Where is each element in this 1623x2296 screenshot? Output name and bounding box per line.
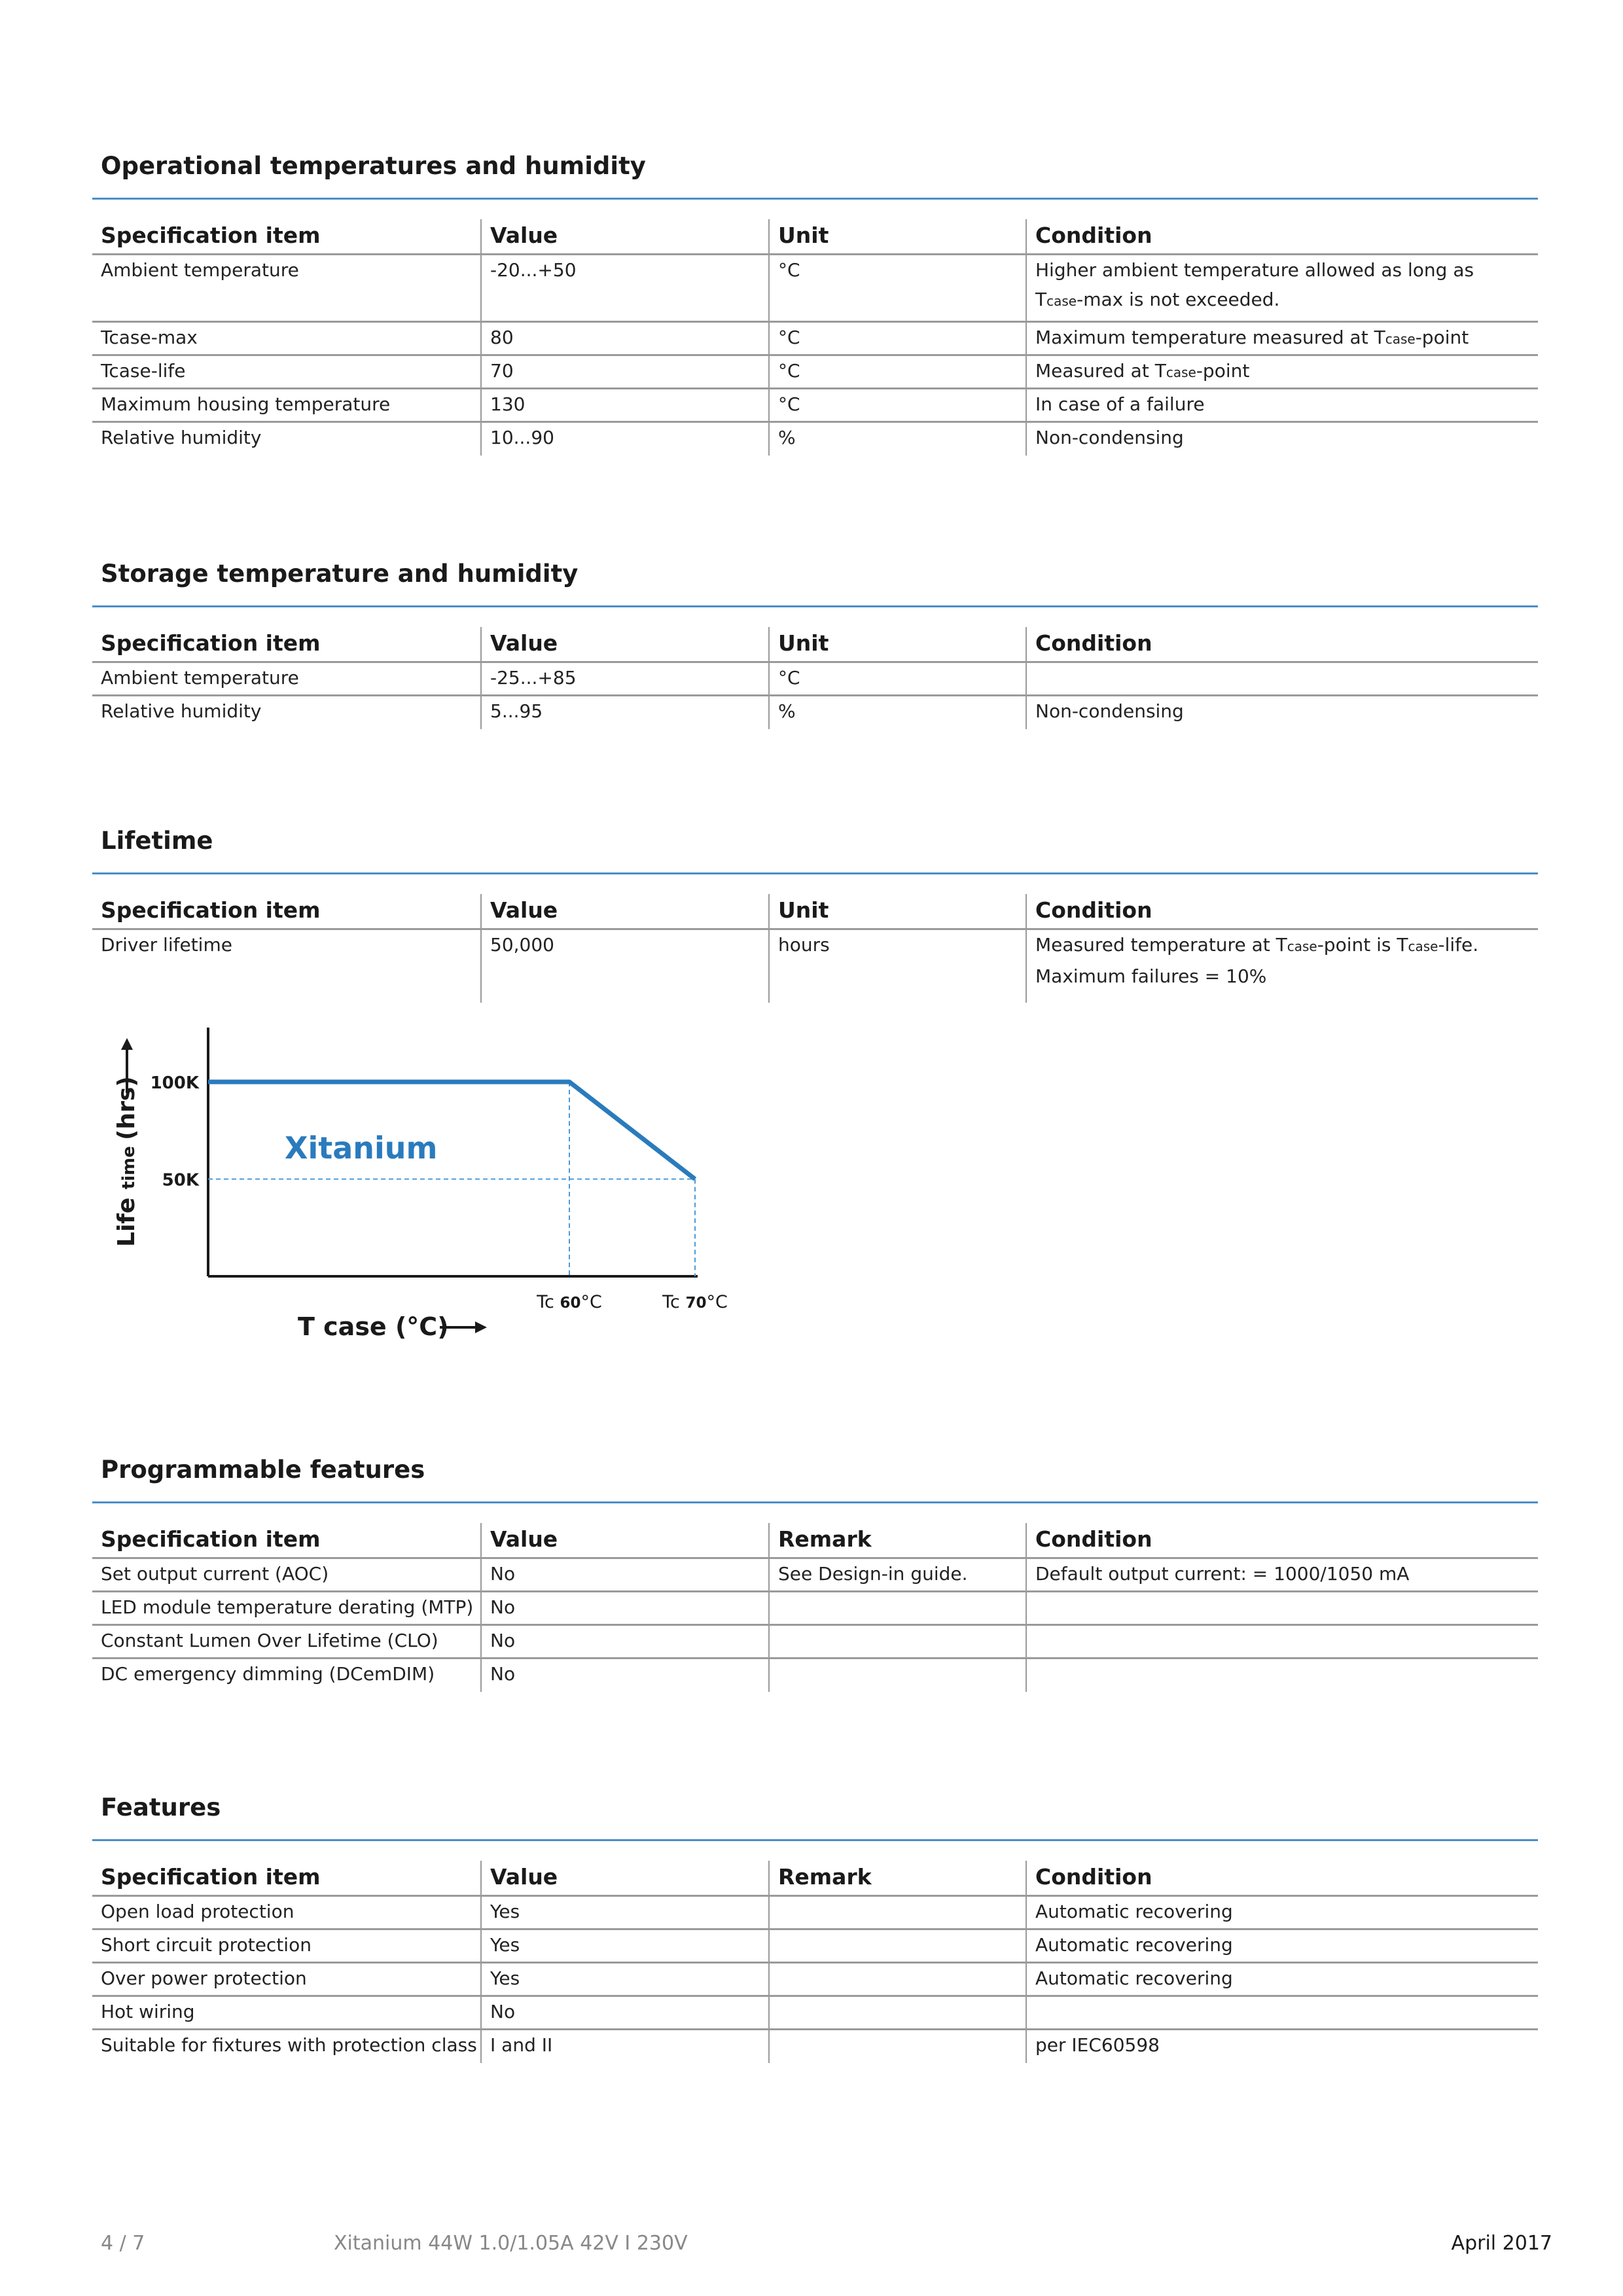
table-row <box>92 422 1538 456</box>
table-row <box>92 2030 1538 2063</box>
section-rule <box>92 198 1538 200</box>
header-value: Value <box>481 894 769 929</box>
header-remark: Remark <box>769 1523 1026 1558</box>
header-condition: Condition <box>1026 1861 1538 1896</box>
header-unit: Unit <box>769 894 1026 929</box>
cell-condition: Non-condensing <box>1026 422 1538 456</box>
header-value: Value <box>481 627 769 662</box>
section-lifetime <box>92 827 1538 1023</box>
cell-value: No <box>481 1659 769 1692</box>
cell-value: I and II <box>481 2030 769 2063</box>
cell-item: Relative humidity <box>101 700 262 722</box>
series-line-xitanium <box>208 1082 695 1179</box>
cell-unit: % <box>769 422 1026 456</box>
header-spec-item: Specification item <box>92 894 481 929</box>
cell-remark <box>769 1659 1026 1692</box>
spec-table-lifetime <box>92 894 1538 1003</box>
header-unit: Unit <box>769 627 1026 662</box>
cell-item: Open load protection <box>92 1896 481 1929</box>
cell-condition <box>1026 1996 1538 2030</box>
cell-item: Ambient temperature <box>92 662 481 696</box>
cell-unit: °C <box>769 355 1026 389</box>
cell-value: No <box>481 1558 769 1592</box>
cell-value: 5...95 <box>481 696 769 729</box>
footer-product-name: Xitanium 44W 1.0/1.05A 42V I 230V <box>334 2232 688 2255</box>
cell-item: Short circuit protection <box>92 1929 481 1963</box>
cell-value: 130 <box>481 389 769 422</box>
section-storage <box>92 560 1538 743</box>
section-title: Programmable features <box>101 1456 425 1484</box>
table-row <box>92 1896 1538 1929</box>
cell-condition <box>1026 355 1538 389</box>
cell-remark <box>769 1929 1026 1963</box>
cell-item: Maximum housing temperature <box>92 389 481 422</box>
condition-subscript: case <box>1287 939 1317 954</box>
cell-condition <box>1026 322 1538 355</box>
cell-condition: Non-condensing <box>1026 696 1538 729</box>
cell-condition: Automatic recovering <box>1026 1929 1538 1963</box>
section-operational <box>92 152 1538 479</box>
cell-value: No <box>481 1625 769 1659</box>
table-row <box>92 255 1538 322</box>
cell-condition: In case of a failure <box>1026 389 1538 422</box>
cell-unit: °C <box>769 662 1026 696</box>
cell-value: No <box>481 1996 769 2030</box>
header-remark: Remark <box>769 1861 1026 1896</box>
x-axis-label: T case (°C) <box>298 1312 449 1341</box>
cell-item: Ambient temperature <box>92 255 481 322</box>
section-title: Storage temperature and humidity <box>101 560 579 588</box>
cell-condition <box>1026 255 1538 322</box>
spec-table-operational <box>92 219 1538 456</box>
condition-post: -max is not exceeded. <box>1077 289 1280 310</box>
condition-pre: Maximum temperature measured at T <box>1035 327 1385 348</box>
header-condition: Condition <box>1026 894 1538 929</box>
cell-condition <box>1026 1592 1538 1625</box>
cell-item: Suitable for fixtures with protection class <box>101 2034 477 2056</box>
section-rule <box>92 1501 1538 1503</box>
cell-value: -25...+85 <box>481 662 769 696</box>
condition-line: Maximum failures = 10% <box>1035 965 1267 987</box>
cell-unit: °C <box>769 255 1026 322</box>
cell-condition <box>1026 929 1538 1003</box>
cell-item: Hot wiring <box>92 1996 481 2030</box>
section-rule <box>92 872 1538 874</box>
cell-remark <box>769 1592 1026 1625</box>
table-row <box>92 322 1538 355</box>
table-row <box>92 696 1538 729</box>
spec-table-storage <box>92 627 1538 729</box>
header-unit: Unit <box>769 219 1026 255</box>
cell-item: Relative humidity <box>101 427 262 448</box>
condition-part: Measured temperature at T <box>1035 934 1287 956</box>
condition-line: Higher ambient temperature allowed as long as <box>1035 259 1474 281</box>
header-spec-item: Specification item <box>92 1861 481 1896</box>
condition-part: -life. <box>1438 934 1479 956</box>
table-row <box>92 1625 1538 1659</box>
condition-pre: Measured at T <box>1035 360 1166 382</box>
table-row <box>92 1963 1538 1996</box>
condition-post: -point <box>1196 360 1250 382</box>
section-rule <box>92 1839 1538 1841</box>
condition-part: -point is T <box>1317 934 1408 956</box>
x-axis-arrow-head <box>475 1321 487 1333</box>
section-programmable <box>92 1456 1538 1717</box>
condition-subscript: case <box>1046 293 1077 309</box>
footer-page-number: 4 / 7 <box>101 2232 145 2255</box>
cell-unit: °C <box>769 322 1026 355</box>
header-spec-item: Specification item <box>92 627 481 662</box>
cell-unit: % <box>769 696 1026 729</box>
table-row <box>92 662 1538 696</box>
y-tick-label: 50K <box>162 1170 199 1191</box>
cell-value: Yes <box>481 1896 769 1929</box>
cell-item: Driver lifetime <box>101 934 232 956</box>
table-row <box>92 1996 1538 2030</box>
header-value: Value <box>481 1861 769 1896</box>
header-condition: Condition <box>1026 1523 1538 1558</box>
table-row <box>92 355 1538 389</box>
condition-subscript: case <box>1166 365 1196 380</box>
table-row <box>92 929 1538 1003</box>
cell-condition <box>1026 1625 1538 1659</box>
x-tick-label: Tc 70°C <box>662 1292 728 1312</box>
cell-condition: Automatic recovering <box>1026 1963 1538 1996</box>
x-tick-label: Tc 60°C <box>537 1292 602 1312</box>
cell-remark: See Design-in guide. <box>769 1558 1026 1592</box>
header-value: Value <box>481 1523 769 1558</box>
condition-post: -point <box>1415 327 1469 348</box>
cell-value: Yes <box>481 1963 769 1996</box>
cell-value: 50,000 <box>481 929 769 1003</box>
header-spec-item: Specification item <box>92 219 481 255</box>
section-rule <box>92 605 1538 607</box>
cell-item: DC emergency dimming (DCemDIM) <box>101 1663 435 1685</box>
cell-remark <box>769 1896 1026 1929</box>
cell-condition <box>1026 1659 1538 1692</box>
header-condition: Condition <box>1026 627 1538 662</box>
cell-condition: per IEC60598 <box>1026 2030 1538 2063</box>
cell-remark <box>769 1963 1026 1996</box>
section-title: Features <box>101 1793 221 1821</box>
lifetime-chart <box>105 1028 733 1368</box>
series-label: Xitanium <box>285 1130 438 1166</box>
cell-remark <box>769 1625 1026 1659</box>
table-row <box>92 1929 1538 1963</box>
condition-subscript: case <box>1385 331 1416 347</box>
footer-date: April 2017 <box>1451 2232 1552 2255</box>
y-axis-arrow-head <box>121 1038 133 1050</box>
cell-item: Over power protection <box>92 1963 481 1996</box>
cell-value: 70 <box>481 355 769 389</box>
section-title: Lifetime <box>101 827 213 855</box>
cell-item: Constant Lumen Over Lifetime (CLO) <box>92 1625 481 1659</box>
cell-item: LED module temperature derating (MTP) <box>92 1592 481 1625</box>
cell-condition: Automatic recovering <box>1026 1896 1538 1929</box>
cell-remark <box>769 2030 1026 2063</box>
cell-value: Yes <box>481 1929 769 1963</box>
table-row <box>92 1558 1538 1592</box>
header-spec-item: Specification item <box>92 1523 481 1558</box>
table-row <box>92 1592 1538 1625</box>
cell-condition: Default output current: = 1000/1050 mA <box>1026 1558 1538 1592</box>
cell-value: 80 <box>481 322 769 355</box>
cell-item: Tcase-max <box>92 322 481 355</box>
y-tick-label: 100K <box>150 1073 199 1093</box>
cell-remark <box>769 1996 1026 2030</box>
header-condition: Condition <box>1026 219 1538 255</box>
cell-value: -20...+50 <box>481 255 769 322</box>
cell-value: 10...90 <box>481 422 769 456</box>
cell-item: Tcase-life <box>92 355 481 389</box>
spec-table-features <box>92 1861 1538 2063</box>
cell-unit: hours <box>769 929 1026 1003</box>
table-row <box>92 389 1538 422</box>
y-axis-label: Life time (hrs) <box>113 1076 140 1247</box>
cell-item: Set output current (AOC) <box>92 1558 481 1592</box>
header-value: Value <box>481 219 769 255</box>
condition-subscript: case <box>1408 939 1438 954</box>
condition-t: T <box>1035 289 1047 310</box>
lifetime-chart-svg <box>105 1028 733 1368</box>
cell-unit: °C <box>769 389 1026 422</box>
spec-table-programmable <box>92 1523 1538 1692</box>
cell-condition <box>1026 662 1538 696</box>
section-title: Operational temperatures and humidity <box>101 152 646 180</box>
section-features <box>92 1793 1538 2094</box>
cell-value: No <box>481 1592 769 1625</box>
table-row <box>92 1659 1538 1692</box>
